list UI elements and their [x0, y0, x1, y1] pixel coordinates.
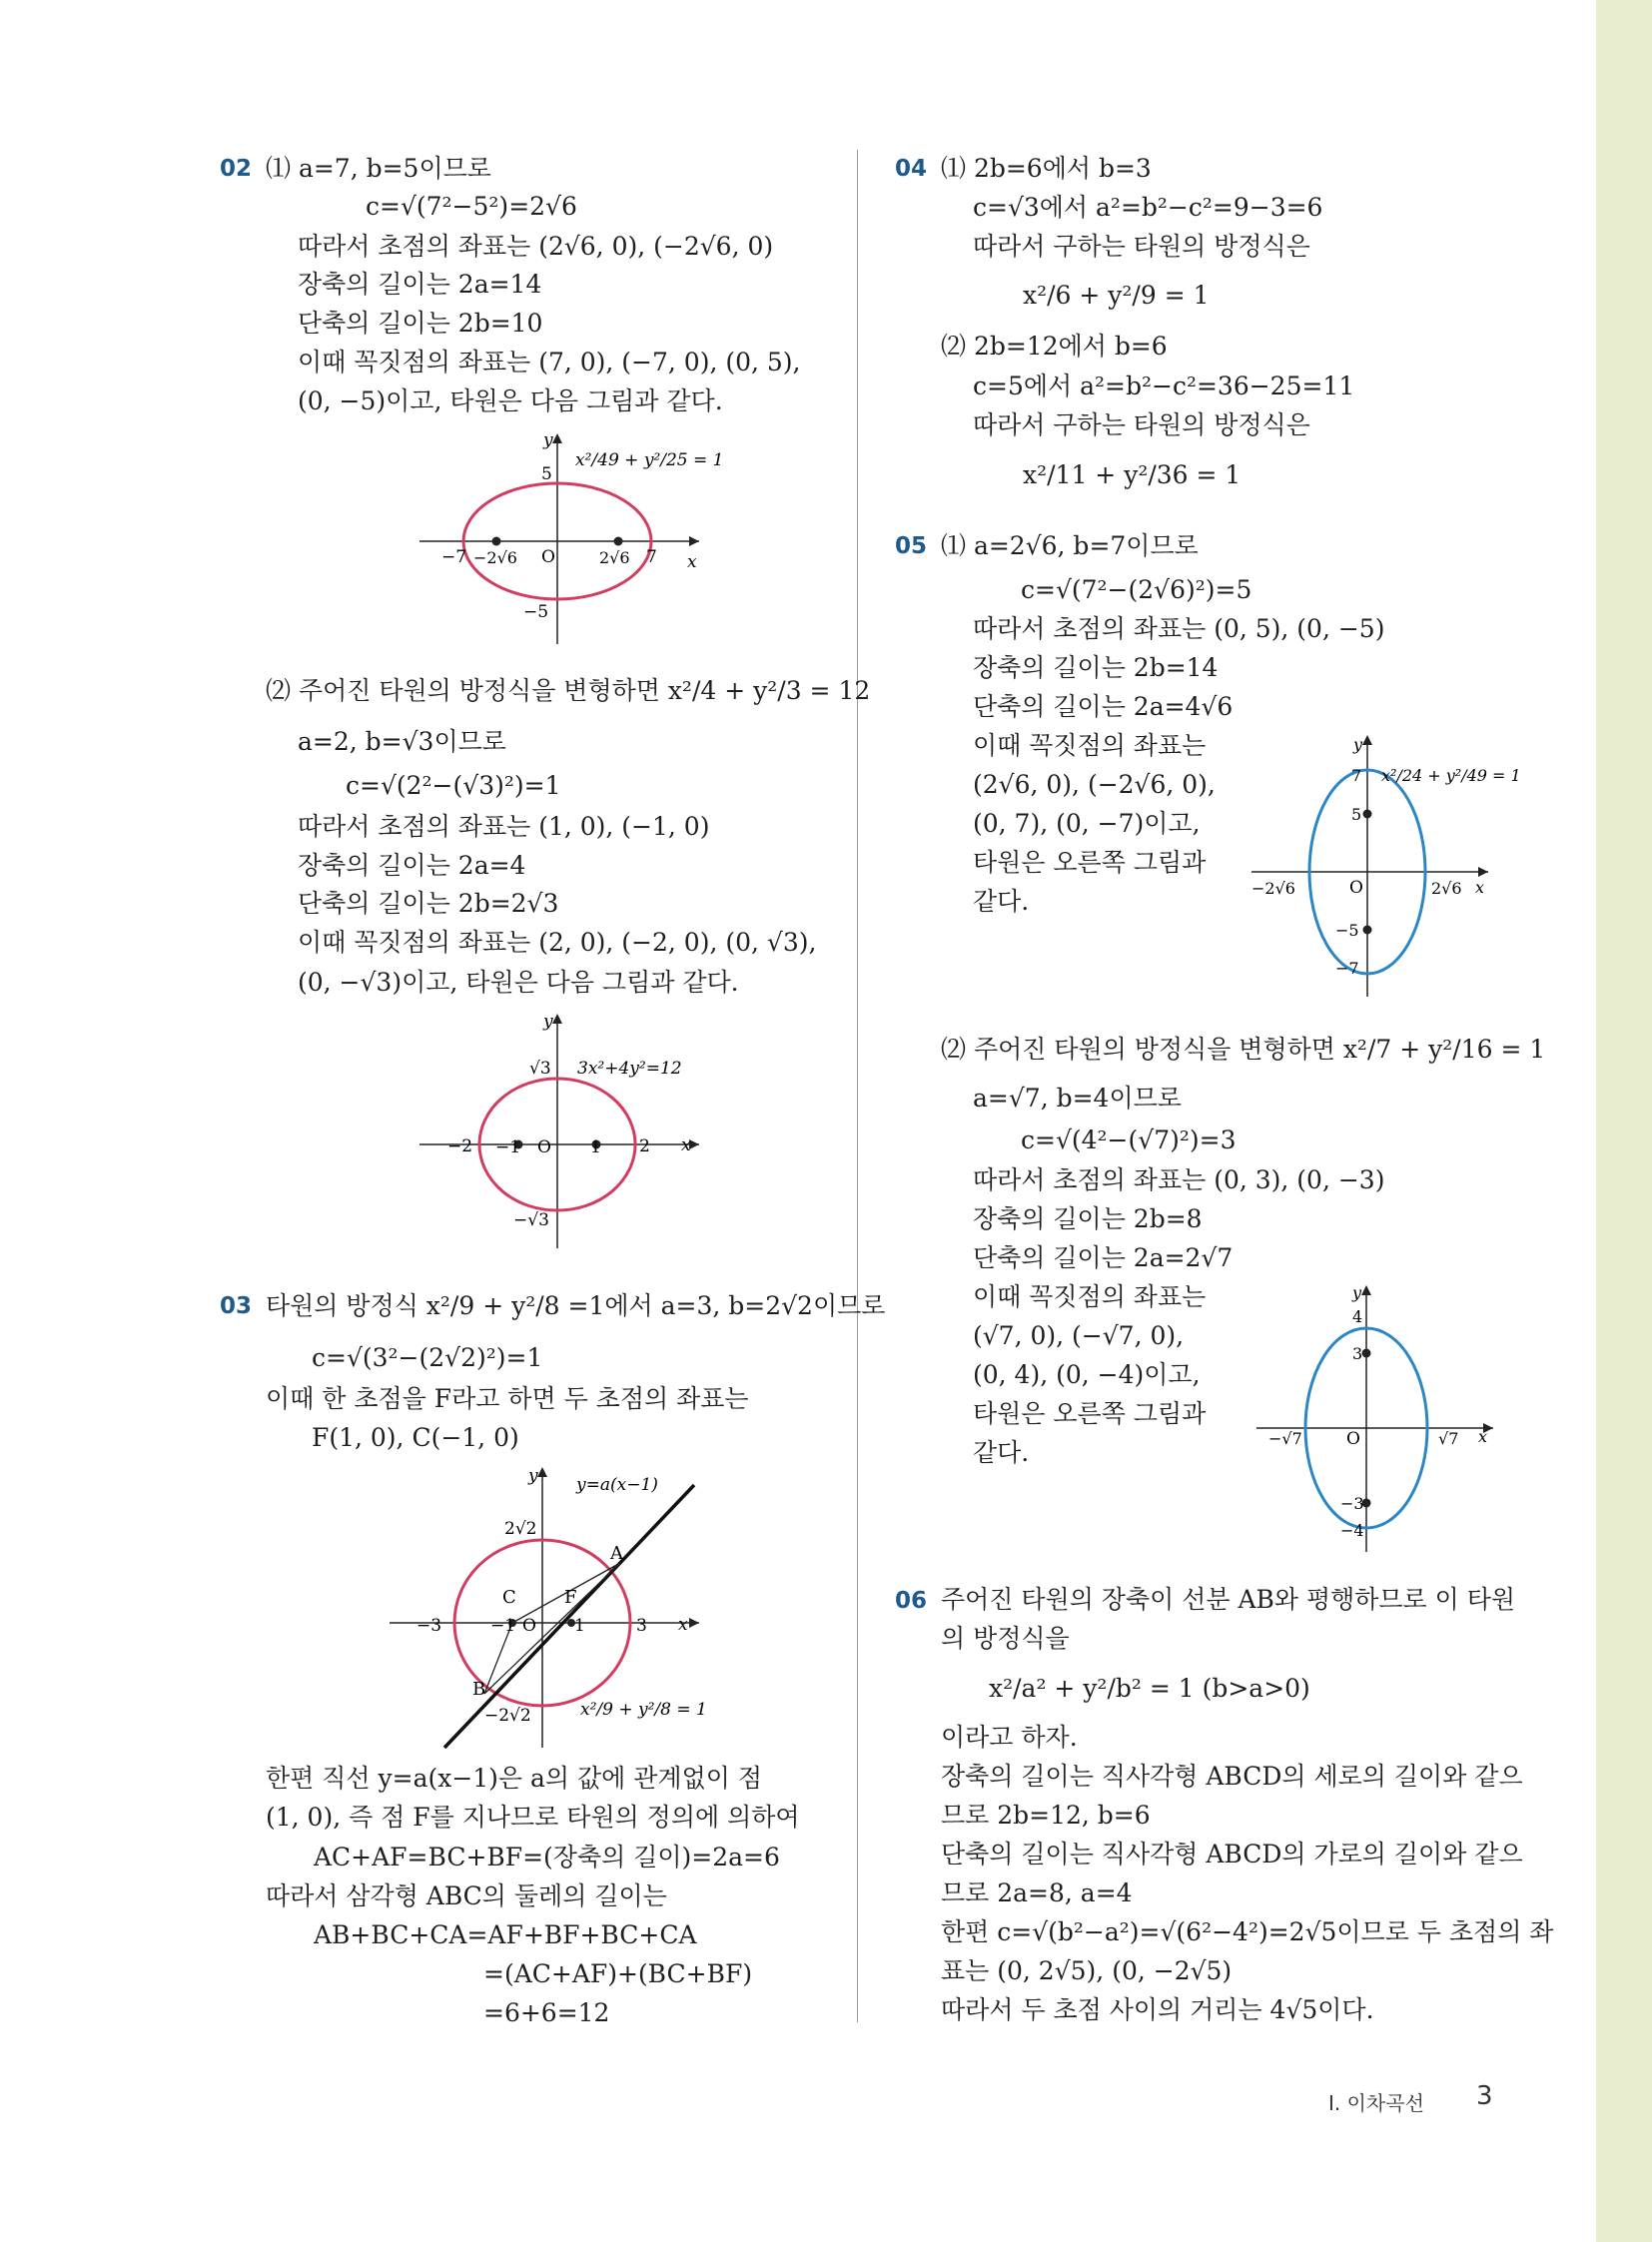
tick-label: −7 [1335, 959, 1359, 978]
text-line: 의 방정식을 [941, 1624, 1070, 1653]
ellipse-figure-1 [410, 429, 724, 649]
tick-label: √7 [1438, 1429, 1459, 1448]
tick-label: 2√6 [1431, 879, 1462, 898]
side-tab [1596, 0, 1652, 2242]
text-line: (1, 0), 즉 점 F를 지나므로 타원의 정의에 의하여 [266, 1803, 800, 1832]
tick-label: −2√6 [473, 548, 517, 567]
text-line: ⑵ 주어진 타원의 방정식을 변형하면 x²/7 + y²/16 = 1 [941, 1035, 1546, 1064]
text-line: 장축의 길이는 2a=4 [298, 851, 526, 880]
tick-label: 2√2 [504, 1519, 537, 1539]
text-line: 같다. [973, 887, 1030, 916]
text-line: ⑴ 2b=6에서 b=3 [941, 154, 1152, 183]
text-line: 단축의 길이는 직사각형 ABCD의 가로의 길이와 같으 [941, 1840, 1523, 1868]
y-axis-label: y [543, 430, 553, 450]
text-line: =(AC+AF)+(BC+BF) [483, 1959, 753, 1988]
text-line: 장축의 길이는 2b=14 [973, 653, 1219, 682]
problem-number-06: 06 [895, 1588, 928, 1614]
text-line: 단축의 길이는 2b=10 [298, 309, 543, 338]
origin-label: O [522, 1616, 536, 1636]
text-line: c=√(2²−(√3)²)=1 [346, 771, 561, 800]
origin-label: O [541, 547, 555, 567]
tick-label: 1 [574, 1616, 585, 1636]
x-axis-label: x [678, 1615, 688, 1635]
origin-label: O [1349, 878, 1363, 898]
y-axis-label: y [543, 1012, 553, 1032]
x-axis-label: x [681, 1135, 691, 1155]
text-line: 한편 직선 y=a(x−1)은 a의 값에 관계없이 점 [266, 1764, 762, 1793]
point-b-label: B [472, 1679, 486, 1700]
tick-label: −3 [1340, 1494, 1364, 1513]
tick-label: 3 [1352, 1344, 1363, 1363]
y-axis-label: y [528, 1466, 538, 1486]
column-divider [857, 150, 858, 2022]
tick-label: 2 [639, 1136, 650, 1156]
tick-label: √3 [529, 1059, 551, 1079]
focus-point [1363, 810, 1372, 819]
text-line: c=√(3²−(2√2)²)=1 [312, 1343, 543, 1372]
page-number: 3 [1476, 2081, 1493, 2111]
point-f-label: F [564, 1587, 577, 1608]
y-axis-label: y [1353, 735, 1363, 754]
y-axis-arrow [537, 1467, 547, 1477]
tick-label: −2 [447, 1136, 473, 1156]
text-line: (0, −√3)이고, 타원은 다음 그림과 같다. [298, 968, 739, 997]
problem-number-02: 02 [220, 156, 253, 182]
text-line: (0, 4), (0, −4)이고, [973, 1360, 1201, 1389]
text-line: 따라서 초점의 좌표는 (2√6, 0), (−2√6, 0) [298, 232, 774, 261]
text-line: (0, −5)이고, 타원은 다음 그림과 같다. [298, 386, 723, 415]
text-line: ⑵ 2b=12에서 b=6 [941, 332, 1168, 361]
text-line: ⑵ 주어진 타원의 방정식을 변형하면 x²/4 + y²/3 = 12 [266, 676, 871, 705]
tick-label: −5 [523, 602, 549, 622]
y-axis-arrow [1362, 735, 1372, 745]
text-line: 같다. [973, 1438, 1030, 1467]
focus-point [492, 537, 501, 546]
text-line: 따라서 두 초점 사이의 거리는 4√5이다. [941, 1995, 1374, 2024]
text-line: 이때 꼭짓점의 좌표는 [973, 731, 1207, 760]
line-equation: y=a(x−1) [576, 1475, 658, 1495]
focus-point [1363, 926, 1372, 935]
origin-label: O [1346, 1429, 1360, 1449]
tick-label: −2√6 [1251, 879, 1295, 898]
x-axis-label: x [1478, 1427, 1488, 1446]
ellipse-line-figure [385, 1463, 714, 1753]
ellipse-equation: x²/24 + y²/49 = 1 [1381, 766, 1521, 785]
y-axis-label: y [1352, 1283, 1362, 1302]
text-line: ⑴ a=7, b=5이므로 [266, 154, 491, 183]
tick-label: 5 [1351, 805, 1362, 824]
tick-label: 3 [636, 1616, 647, 1636]
tick-label: −4 [1340, 1521, 1364, 1540]
text-line: (√7, 0), (−√7, 0), [973, 1321, 1185, 1350]
text-line: 므로 2a=8, a=4 [941, 1878, 1133, 1907]
tick-label: −7 [441, 547, 467, 567]
text-line: 장축의 길이는 직사각형 ABCD의 세로의 길이와 같으 [941, 1762, 1523, 1791]
x-axis-label: x [687, 552, 697, 572]
ellipse-figure-4 [1243, 729, 1521, 999]
text-line: 타원은 오른쪽 그림과 [973, 1399, 1207, 1428]
text-line: 표는 (0, 2√5), (0, −2√5) [941, 1956, 1233, 1985]
tick-label: −5 [1335, 921, 1359, 940]
problem-number-05: 05 [895, 533, 928, 559]
text-line: c=5에서 a²=b²−c²=36−25=11 [973, 372, 1355, 400]
focus-point [1362, 1349, 1371, 1358]
chapter-label: I. 이차곡선 [1328, 2091, 1424, 2115]
text-line: AC+AF=BC+BF=(장축의 길이)=2a=6 [314, 1843, 780, 1871]
y-axis-arrow [1361, 1285, 1371, 1295]
text-line: 따라서 초점의 좌표는 (0, 5), (0, −5) [973, 614, 1385, 643]
x-axis-arrow [1478, 867, 1488, 877]
tick-label: 2√6 [599, 548, 630, 567]
text-line: AB+BC+CA=AF+BF+BC+CA [314, 1920, 697, 1949]
text-line: (2√6, 0), (−2√6, 0), [973, 770, 1216, 799]
focus-point [614, 537, 623, 546]
text-line: c=√(7²−(2√6)²)=5 [1021, 575, 1252, 604]
text-line: 이때 꼭짓점의 좌표는 (2, 0), (−2, 0), (0, √3), [298, 928, 817, 957]
tick-label: 4 [1352, 1307, 1363, 1326]
text-line: c=√(7²−5²)=2√6 [366, 192, 577, 221]
text-line: 이라고 하자. [941, 1723, 1078, 1752]
tick-label: 5 [541, 464, 552, 484]
tick-label: 1 [590, 1137, 601, 1157]
text-line: 므로 2b=12, b=6 [941, 1801, 1151, 1830]
text-line: 한편 c=√(b²−a²)=√(6²−4²)=2√5이므로 두 초점의 좌 [941, 1917, 1554, 1946]
origin-label: O [537, 1137, 551, 1157]
text-line: =6+6=12 [483, 1998, 610, 2027]
text-line: 이때 한 초점을 F라고 하면 두 초점의 좌표는 [266, 1384, 749, 1413]
text-line: 단축의 길이는 2b=2√3 [298, 889, 559, 918]
text-line: c=√(4²−(√7)²)=3 [1021, 1125, 1237, 1154]
text-line: a=2, b=√3이므로 [298, 727, 506, 756]
x-axis-arrow [689, 1618, 699, 1628]
text-line: 따라서 구하는 타원의 방정식은 [973, 410, 1310, 439]
tick-label: −3 [416, 1616, 442, 1636]
ellipse-equation: x²/49 + y²/25 = 1 [575, 450, 724, 470]
tick-label: 7 [646, 547, 657, 567]
text-line: (0, 7), (0, −7)이고, [973, 809, 1201, 838]
text-line: 타원의 방정식 x²/9 + y²/8 =1에서 a=3, b=2√2이므로 [266, 1291, 886, 1320]
text-line: 따라서 초점의 좌표는 (0, 3), (0, −3) [973, 1165, 1385, 1194]
text-line: ⑴ a=2√6, b=7이므로 [941, 531, 1199, 560]
tick-label: −√7 [1268, 1429, 1302, 1448]
text-line: 이때 꼭짓점의 좌표는 [973, 1282, 1207, 1311]
problem-number-03: 03 [220, 1293, 253, 1319]
text-line: 장축의 길이는 2b=8 [973, 1204, 1203, 1233]
problem-number-04: 04 [895, 156, 928, 182]
tick-label: −√3 [513, 1210, 549, 1230]
tick-label: −1 [495, 1137, 521, 1157]
ellipse-equation: 3x²+4y²=12 [577, 1059, 682, 1079]
y-axis-arrow [552, 433, 562, 443]
text-line: F(1, 0), C(−1, 0) [312, 1423, 519, 1452]
text-line: 장축의 길이는 2a=14 [298, 270, 542, 299]
text-line: x²/11 + y²/36 = 1 [1023, 460, 1241, 489]
tick-label: −1 [490, 1616, 516, 1636]
ellipse-figure-5 [1248, 1280, 1503, 1558]
text-line: 단축의 길이는 2a=2√7 [973, 1243, 1234, 1272]
text-line: 따라서 구하는 타원의 방정식은 [973, 232, 1310, 261]
ellipse-figure-2 [410, 1009, 719, 1253]
point-c-label: C [502, 1587, 516, 1608]
x-axis-label: x [1475, 878, 1485, 897]
text-line: x²/6 + y²/9 = 1 [1023, 281, 1210, 310]
text-line: c=√3에서 a²=b²−c²=9−3=6 [973, 193, 1323, 222]
y-axis-arrow [552, 1014, 562, 1024]
tick-label: 7 [1351, 766, 1362, 785]
text-line: 주어진 타원의 장축이 선분 AB와 평행하므로 이 타원 [941, 1585, 1516, 1614]
text-line: 따라서 삼각형 ABC의 둘레의 길이는 [266, 1881, 667, 1910]
text-line: 단축의 길이는 2a=4√6 [973, 692, 1234, 721]
x-axis-arrow [689, 536, 699, 546]
point-a-label: A [610, 1543, 623, 1564]
text-line: 따라서 초점의 좌표는 (1, 0), (−1, 0) [298, 812, 710, 841]
text-line: x²/a² + y²/b² = 1 (b>a>0) [989, 1674, 1310, 1703]
tick-label: −2√2 [484, 1706, 531, 1726]
text-line: a=√7, b=4이므로 [973, 1084, 1182, 1113]
ellipse-equation: x²/9 + y²/8 = 1 [580, 1700, 707, 1720]
text-line: 타원은 오른쪽 그림과 [973, 848, 1207, 877]
text-line: 이때 꼭짓점의 좌표는 (7, 0), (−7, 0), (0, 5), [298, 348, 801, 376]
